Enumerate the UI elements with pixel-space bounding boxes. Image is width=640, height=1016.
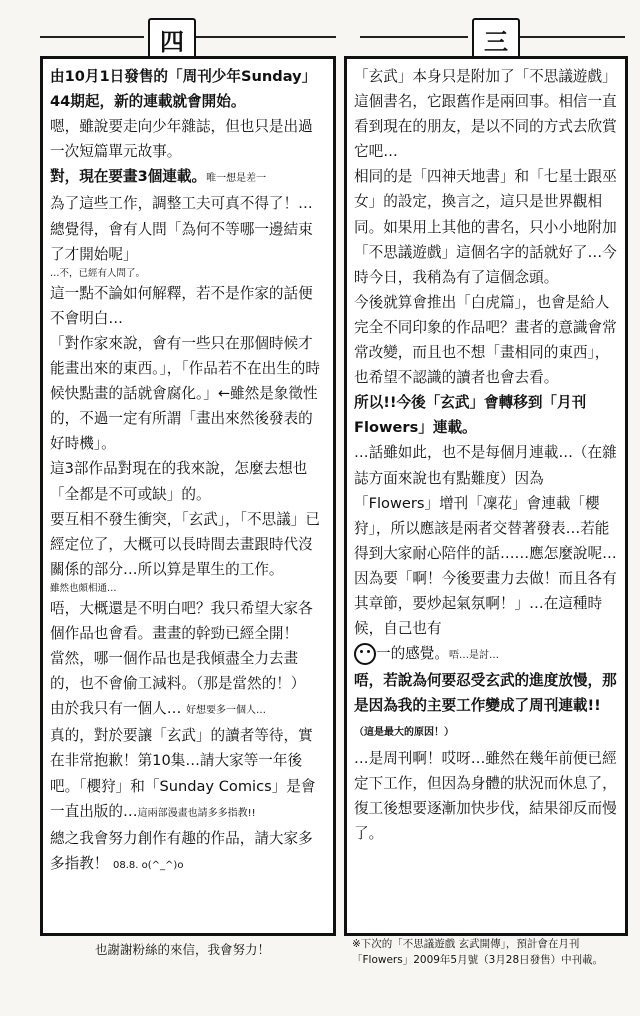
- right-p2: 相同的是「四神天地書」和「七星士跟巫女」的設定，換言之，這只是世界觀相同。如果用上其他的書名，只小小地附加「不思議遊戲」這個名字的話就好了…今時今日，我稍為有了這個念頭。: [354, 168, 617, 286]
- left-p15: 總之我會努力創作有趣的作品，請大家多多指教！ 08.8. o(^_^)o: [50, 829, 313, 872]
- left-p14: 真的，對於要讓「玄武」的讀者等待，實在非常抱歉！第10集…請大家等一年後吧。「櫻狩」和「Sunday Comics」是會一直出版的…這兩部漫畫也請多多指教!!: [50, 727, 316, 820]
- left-p10: 雖然也頗相通…: [50, 582, 117, 594]
- left-p12: 當然，哪一個作品也是我傾盡全力去畫的，也不會偷工減料。（那是當然的！）: [50, 650, 306, 693]
- left-p1: 由10月1日發售的「周刊少年Sunday」44期起，新的連載就會開始。: [50, 68, 317, 111]
- left-p13: 由於我只有一個人… 好想要多一個人…: [50, 700, 266, 718]
- left-p7: 「對作家來說，會有一些只在那個時候才能畫出來的東西。」，「作品若不在出生的時候快點畫的話就會腐化。」←雖然是象徵性的，不過一定有所謂「畫出來然後發表的好時機」。: [50, 334, 320, 453]
- page-number-left-box: [148, 18, 196, 60]
- left-p11: 唔，大概還是不明白吧？我只希望大家各個作品也會看。畫畫的幹勁已經全開！: [50, 599, 313, 642]
- header-rule-left-b: [196, 36, 336, 38]
- header-rule-left-a: [40, 36, 144, 38]
- footer-notice: ※下次的「不思議遊戲 玄武開傳」，預計會在月刊「Flowers」2009年5月號（3月28日發售）中刊載。: [352, 938, 604, 966]
- left-text-panel: [40, 56, 336, 936]
- header-rule-right-b: [520, 36, 625, 38]
- page-number-right: 三: [484, 26, 508, 56]
- footer-thanks: 也謝謝粉絲的來信，我會努力！: [95, 942, 271, 957]
- right-p6: 一的感覺。唔…是討…: [354, 641, 618, 668]
- page-number-left: 四: [160, 26, 184, 56]
- right-p8: …是周刊啊！哎呀…雖然在幾年前便已經定下工作，但因為身體的狀況而休息了，復工後想要逐漸加快步伐，結果卻反而慢了。: [354, 749, 617, 842]
- right-p1: 「玄武」本身只是附加了「不思議遊戲」這個書名，它跟舊作是兩回事。相信一直看到現在的朋友，是以不同的方式去欣賞它吧…: [354, 68, 617, 161]
- right-p7: 唔，若說為何要忍受玄武的進度放慢，那是因為我的主要工作變成了周刊連載!!（這是最大的原因！）: [354, 672, 617, 739]
- left-p2: 嗯，雖說要走向少年雜誌，但也只是出過一次短篇單元故事。: [50, 118, 313, 161]
- left-p6: 這一點不論如何解釋，若不是作家的話便不會明白…: [50, 284, 313, 327]
- left-p3: 對，現在要畫3個連載。唯一想是差一: [50, 168, 267, 186]
- left-p5: …不，已經有人問了。: [50, 267, 146, 279]
- right-p3: 今後就算會推出「白虎篇」，也會是給人完全不同印象的作品吧？畫者的意識會常常改變，而且也不想「畫相同的東西」，也希望不認識的讀者也會去看。: [354, 293, 617, 387]
- page-number-right-box: [472, 18, 520, 60]
- signature: 08.8. o(^_^)o: [113, 859, 184, 871]
- left-p4: 為了這些工作，調整工夫可真不得了！…總覺得，會有人問「為何不等哪一邊結束了才開始呢」: [50, 195, 313, 263]
- left-p9: 要互相不發生衝突，「玄武」，「不思議」已經定位了，大概可以長時間去畫跟時代沒關係的部分…所以算是單生的工作。: [50, 510, 320, 578]
- header-rule-right-a: [360, 36, 468, 38]
- left-p8: 這3部作品對現在的我來說，怎麼去想也「全都是不可或缺」的。: [50, 460, 308, 503]
- smiley-face-icon: [354, 643, 376, 665]
- right-text-panel: [344, 56, 628, 936]
- right-p4: 所以!!今後「玄武」會轉移到「月刊Flowers」連載。: [354, 394, 587, 437]
- right-p5: …話雖如此，也不是每個月連載…（在雜誌方面來說也有點難度）因為「Flowers」增刊「凜花」會連載「櫻狩」，所以應該是兩者交替著發表…若能得到大家耐心陪伴的話……應怎麼說呢…因為要「啊！今後要畫力去做！而且各有其章節，要炒起氣氛啊！」…在這種時候，自己也有: [354, 444, 617, 638]
